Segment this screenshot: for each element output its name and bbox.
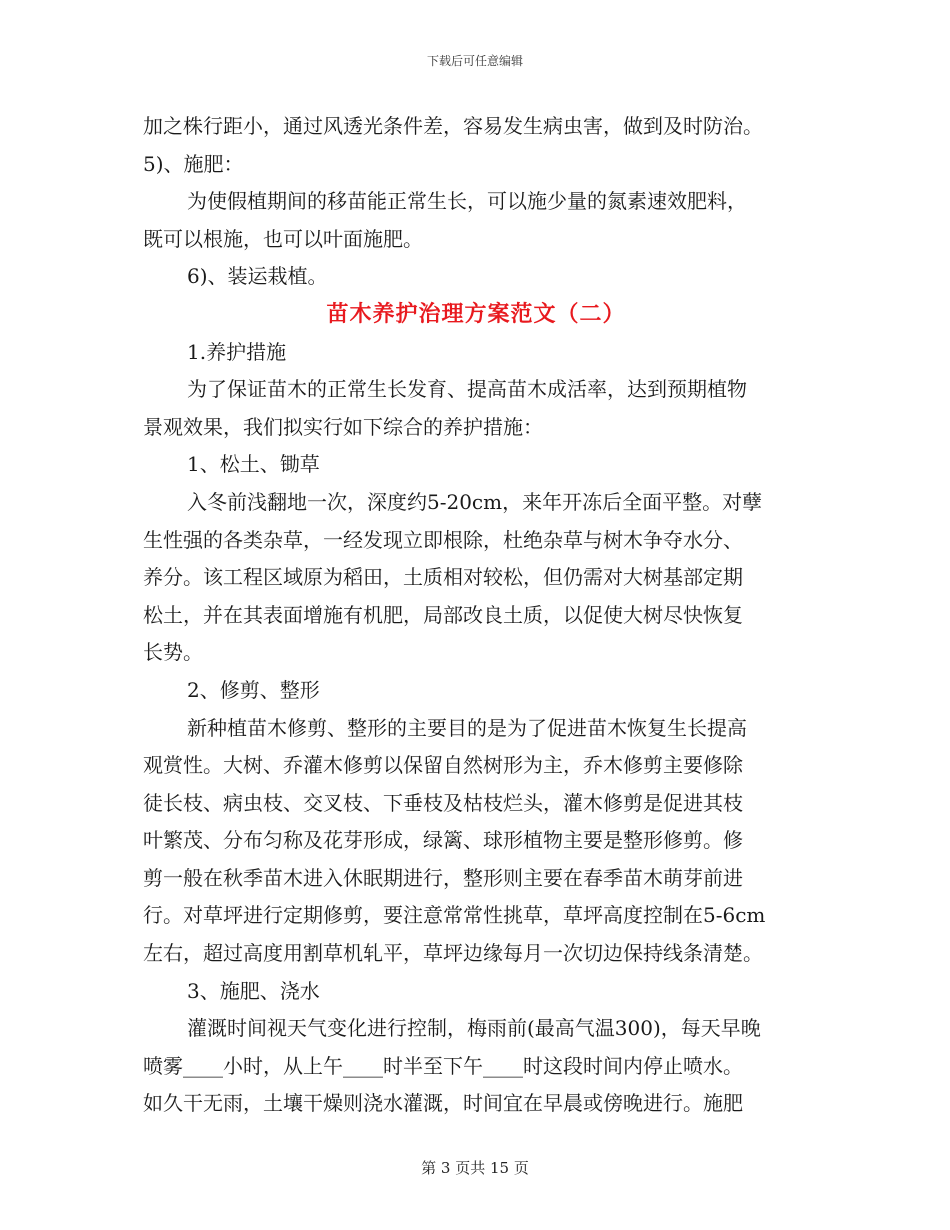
text-line: 行。对草坪进行定期修剪，要注意常常性挑草，草坪高度控制在5-6cm — [143, 903, 766, 928]
text-line: 新种植苗木修剪、整形的主要目的是为了促进苗木恢复生长提高 — [187, 715, 747, 740]
page-header: 下载后可任意编辑 — [426, 54, 523, 68]
text-line: 5)、施肥： — [143, 151, 244, 176]
text-line: 左右，超过高度用割草机轧平，草坪边缘每月一次切边保持线条清楚。 — [143, 941, 763, 966]
text-line: 剪一般在秋季苗木进入休眠期进行，整形则主要在春季苗木萌芽前进 — [143, 865, 743, 890]
text-line: 观赏性。大树、乔灌木修剪以保留自然树形为主，乔木修剪主要修除 — [143, 753, 743, 778]
page-footer: 第 3 页共 15 页 — [421, 1159, 529, 1177]
text-line: 长势。 — [143, 640, 203, 665]
text-line: 为使假植期间的移苗能正常生长，可以施少量的氮素速效肥料， — [187, 189, 747, 214]
text-line: 景观效果，我们拟实行如下综合的养护措施： — [143, 414, 543, 439]
text-line: 既可以根施，也可以叶面施肥。 — [143, 226, 423, 251]
text-line: 灌溉时间视天气变化进行控制，梅雨前(最高气温300)，每天早晚 — [187, 1016, 761, 1041]
text-line: 加之株行距小，通过风透光条件差，容易发生病虫害，做到及时防治。 — [143, 114, 763, 138]
text-line: 养分。该工程区域原为稻田，土质相对较松，但仍需对大树基部定期 — [143, 565, 743, 590]
text-line: 如久干无雨，土壤干燥则浇水灌溉，时间宜在早晨或傍晚进行。施肥 — [143, 1091, 743, 1116]
subsection-heading: 2、修剪、整形 — [187, 677, 320, 702]
text-line: 生性强的各类杂草，一经发现立即根除，杜绝杂草与树木争夺水分、 — [143, 527, 743, 552]
document-body — [143, 108, 809, 1123]
text-line: 入冬前浅翻地一次，深度约5-20cm，来年开冻后全面平整。对孽 — [187, 489, 763, 514]
text-line: 喷雾____小时，从上午____时半至下午____时这段时间内停止喷水。 — [143, 1053, 743, 1078]
text-line: 叶繁茂、分布匀称及花芽形成，绿篱、球形植物主要是整形修剪。修 — [143, 828, 743, 853]
subsection-heading: 1、松土、锄草 — [187, 452, 320, 477]
section-heading: 1.养护措施 — [187, 339, 287, 364]
text-line: 徒长枝、病虫枝、交叉枝、下垂枝及枯枝烂头，灌木修剪是促进其枝 — [143, 790, 743, 815]
text-line: 为了保证苗木的正常生长发育、提高苗木成活率，达到预期植物 — [187, 377, 747, 402]
subsection-heading: 3、施肥、浇水 — [187, 978, 320, 1003]
section-title: 苗木养护治理方案范文（二） — [326, 300, 626, 327]
text-line: 松土，并在其表面增施有机肥，局部改良土质，以促使大树尽快恢复 — [143, 602, 743, 627]
text-line: 6)、装运栽植。 — [187, 264, 328, 289]
